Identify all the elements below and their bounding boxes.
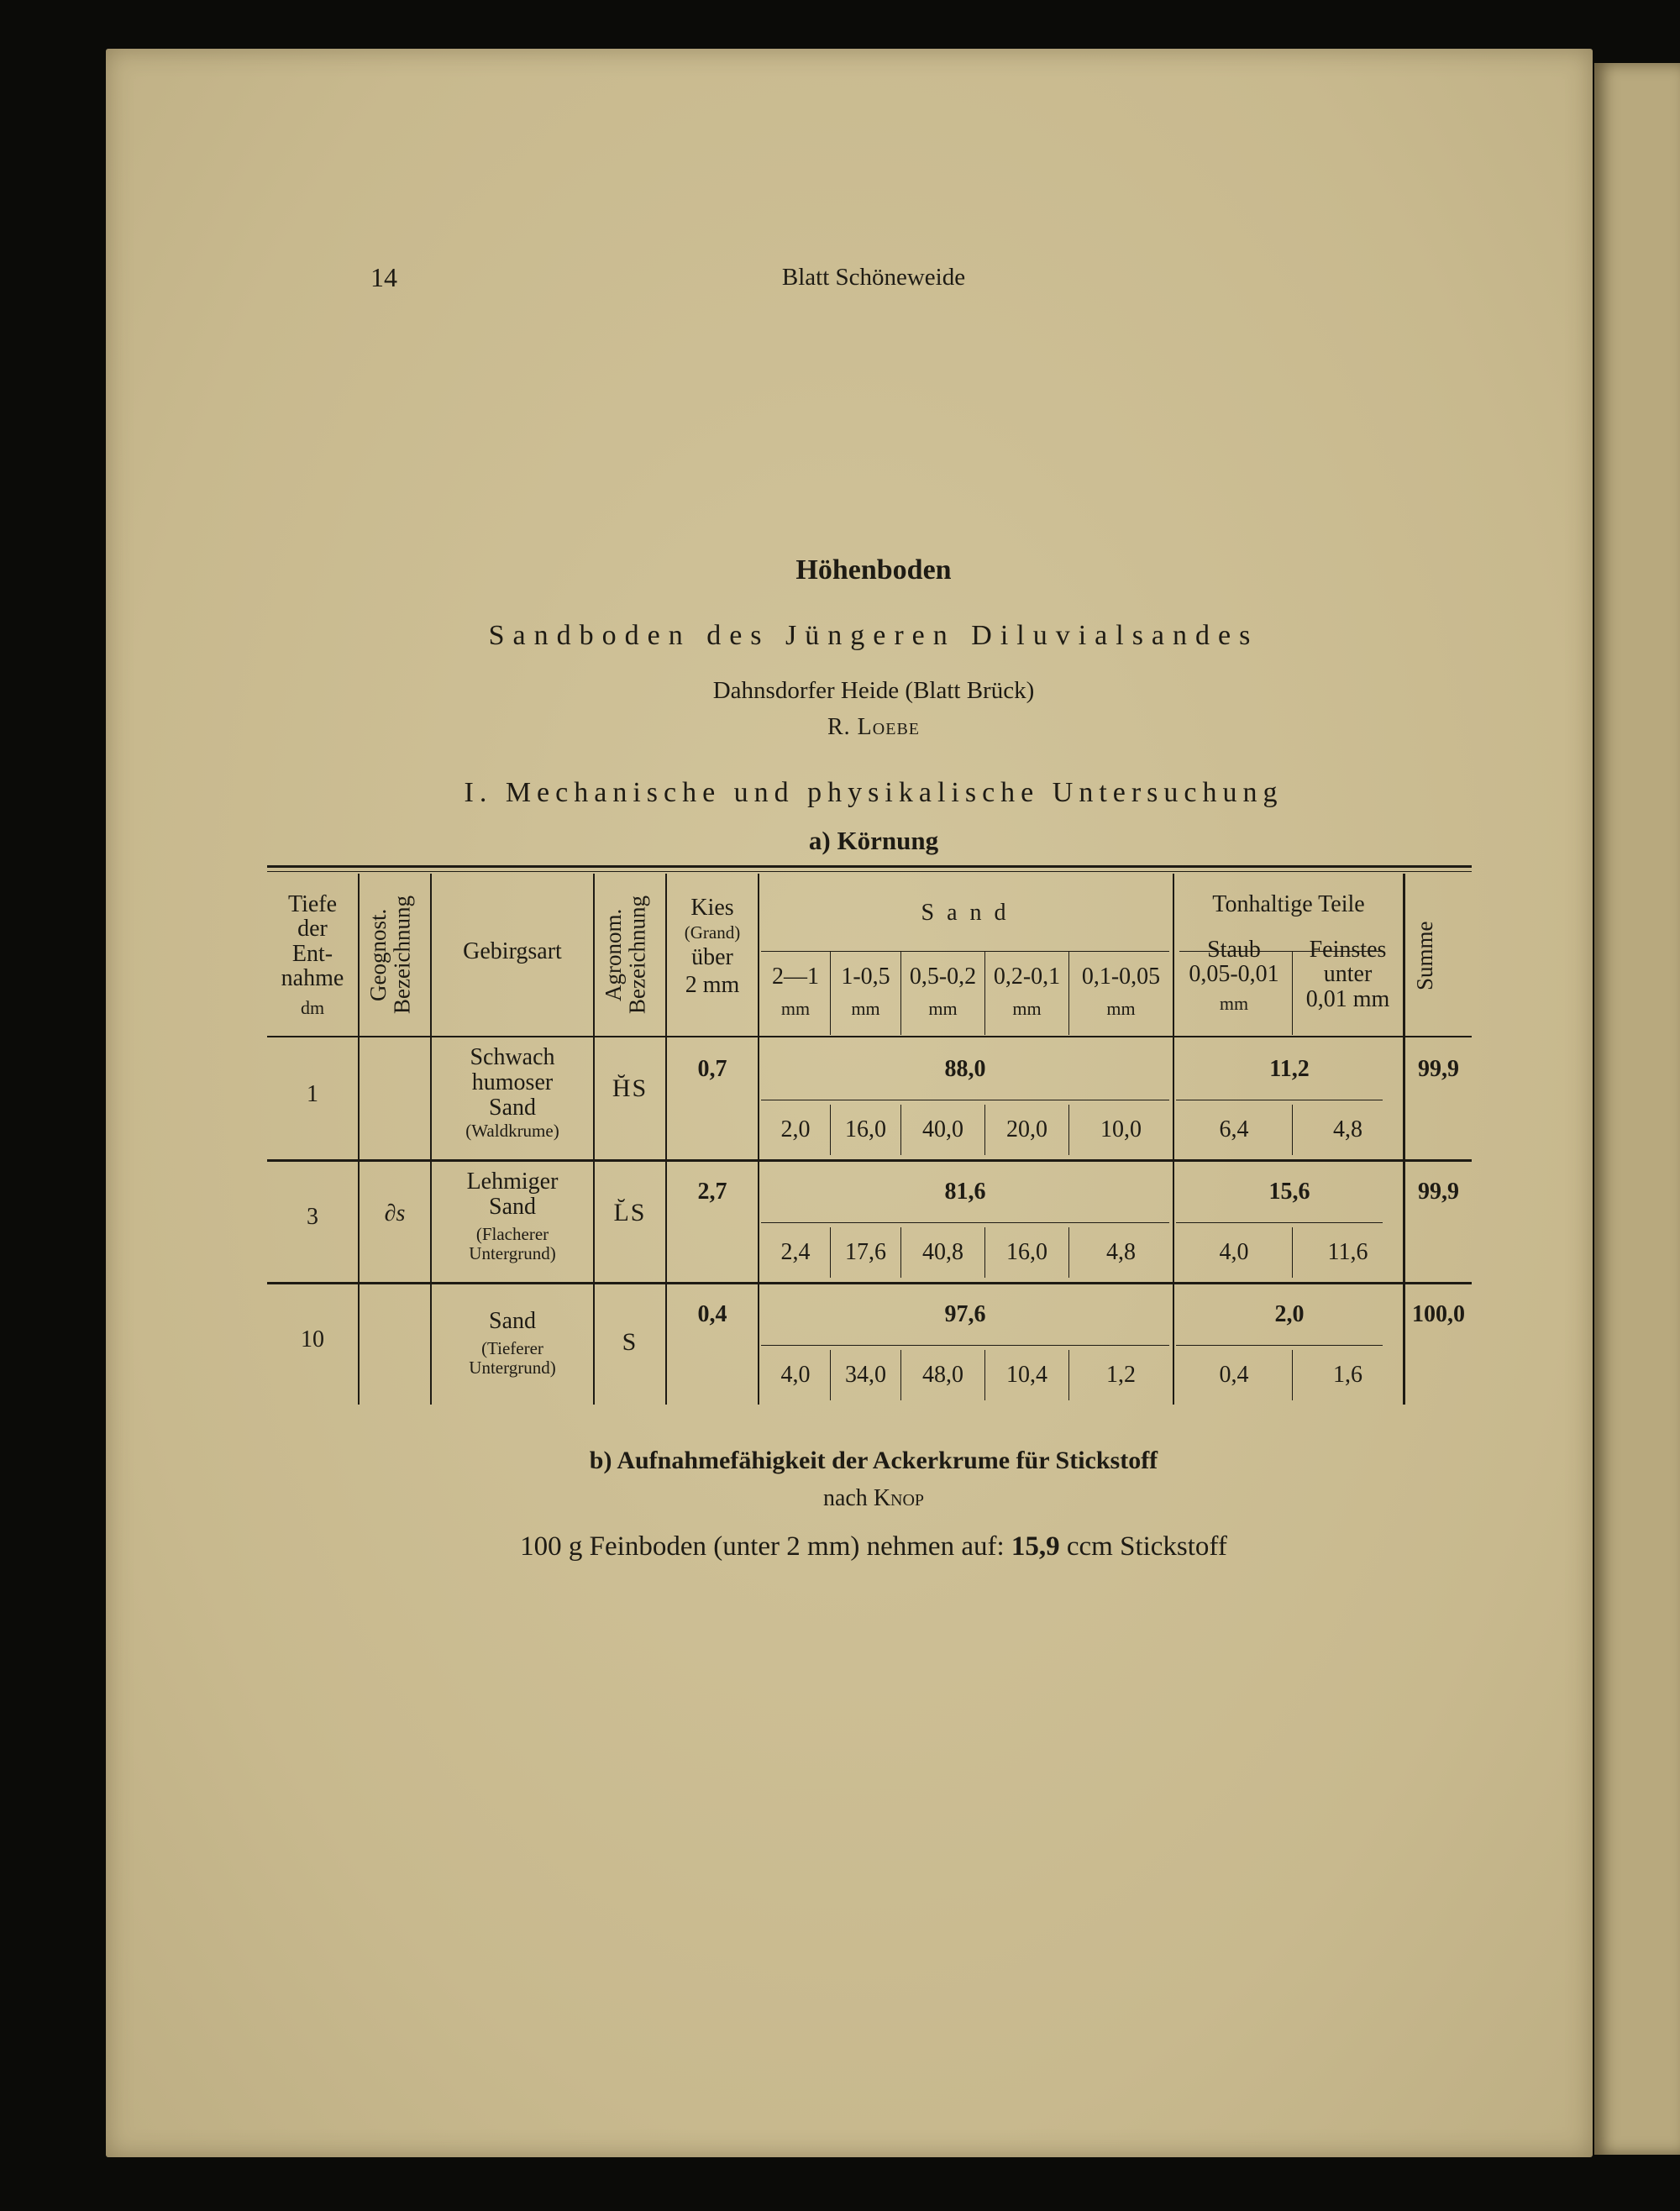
row2-sand-f5: 4,8	[1106, 1239, 1136, 1265]
subheading-aufnahmefaehigkeit: b) Aufnahmefähigkeit der Ackerkrume für Stickstoff	[589, 1447, 1158, 1474]
header-bottom-rule	[267, 1036, 1472, 1037]
part-heading: I. Mechanische und physikalische Untersuchung	[464, 777, 1284, 808]
header-sand-fraction-3: 0,5-0,2 mm	[909, 964, 977, 1020]
row1-kies: 0,7	[697, 1056, 727, 1082]
row1-sand-f5: 10,0	[1100, 1116, 1142, 1142]
row3-agronom: S	[622, 1328, 638, 1356]
row2-sand-f2: 17,6	[845, 1239, 886, 1265]
result-line	[319, 1531, 1428, 1562]
row2-kies: 2,7	[697, 1179, 727, 1205]
row2-sand-total: 81,6	[944, 1179, 986, 1205]
row2-tiefe: 3	[307, 1204, 318, 1230]
header-sand-fraction-4: 0,2-0,1 mm	[993, 964, 1061, 1020]
row2-gebirgsart: Lehmiger Sand (Flacherer Untergrund)	[466, 1169, 559, 1264]
row2-staub: 4,0	[1219, 1239, 1249, 1265]
row1-tiefe: 1	[307, 1081, 318, 1107]
row1-sand-f1: 2,0	[780, 1116, 811, 1142]
row3-sand-f2: 34,0	[845, 1362, 886, 1388]
running-head: Blatt Schöneweide	[781, 264, 966, 291]
row3-kies: 0,4	[697, 1301, 727, 1327]
row2-sand-f1: 2,4	[780, 1239, 811, 1265]
header-sand-fraction-1: 2—1 mm	[772, 964, 819, 1020]
method-prefix: nach	[822, 1485, 868, 1511]
header-staub: Staub 0,05-0,01 mm	[1189, 937, 1279, 1014]
row3-sand-f1: 4,0	[780, 1362, 811, 1388]
row-divider-2	[267, 1282, 1472, 1284]
table-top-rule-thin	[267, 871, 1472, 872]
table-top-rule	[267, 865, 1472, 868]
row1-sand-f3: 40,0	[922, 1116, 963, 1142]
result-suffix: ccm Stickstoff	[1066, 1531, 1227, 1562]
header-sand-fraction-2: 1-0,5 mm	[841, 964, 890, 1020]
subheading-koernung: a) Körnung	[808, 826, 939, 855]
result-value: 15,9	[1011, 1531, 1060, 1562]
row-divider-1	[267, 1159, 1472, 1162]
row3-sand-f5: 1,2	[1106, 1362, 1136, 1388]
soil-type-heading: Sandboden des Jüngeren Diluvialsandes	[488, 620, 1259, 651]
header-geognost: Geognost. Bezeichnung	[365, 895, 415, 1015]
row1-sand-f4: 20,0	[1006, 1116, 1047, 1142]
row1-feinstes: 4,8	[1333, 1116, 1362, 1142]
header-kies: Kies (Grand) über 2 mm	[684, 895, 741, 999]
row3-sand-f4: 10,4	[1006, 1362, 1047, 1388]
row2-sand-f3: 40,8	[922, 1239, 963, 1265]
header-agronom: Agronom. Bezeichnung	[601, 895, 650, 1015]
header-sand-fraction-5: 0,1-0,05 mm	[1081, 964, 1161, 1020]
row1-ton-total: 11,2	[1269, 1056, 1310, 1082]
row3-staub: 0,4	[1219, 1362, 1249, 1388]
row2-sand-f4: 16,0	[1006, 1239, 1047, 1265]
grain-size-table	[267, 865, 1472, 1405]
col-rule-sand	[1173, 874, 1174, 1405]
row3-ton-total: 2,0	[1274, 1301, 1305, 1327]
row1-staub: 6,4	[1219, 1116, 1249, 1142]
result-prefix: 100 g Feinboden (unter 2 mm) nehmen auf:	[520, 1531, 1005, 1562]
adjacent-page-edge	[1594, 63, 1680, 2155]
row3-sand-f3: 48,0	[922, 1362, 963, 1388]
section-title: Höhenboden	[795, 554, 952, 586]
method-line	[588, 1485, 1159, 1512]
header-tonhaltige: Tonhaltige Teile	[1212, 891, 1365, 917]
row1-gebirgsart: Schwach humoser Sand (Waldkrume)	[465, 1044, 559, 1141]
geognost-symbol: ∂s	[384, 1200, 406, 1226]
row3-sand-total: 97,6	[944, 1301, 986, 1327]
method-name: Knop	[873, 1485, 925, 1511]
row2-agronom: L̆S	[613, 1199, 647, 1226]
row1-summe: 99,9	[1418, 1056, 1459, 1082]
row3-tiefe: 10	[301, 1326, 324, 1352]
row1-sand-total: 88,0	[944, 1056, 986, 1082]
header-gebirgsart: Gebirgsart	[463, 938, 562, 964]
row3-gebirgsart: Sand (Tieferer Untergrund)	[469, 1308, 556, 1378]
sand-subheader-rule	[761, 951, 1169, 952]
col-rule-tiefe	[358, 874, 360, 1405]
sample-location: Dahnsdorfer Heide (Blatt Brück)	[712, 677, 1035, 704]
row2-ton-total: 15,6	[1268, 1179, 1310, 1205]
row3-summe: 100,0	[1412, 1301, 1465, 1327]
row3-feinstes: 1,6	[1333, 1362, 1362, 1388]
col-rule-gebirgsart	[593, 874, 595, 1405]
col-rule-kies	[758, 874, 759, 1405]
row2-summe: 99,9	[1418, 1179, 1459, 1205]
row2-feinstes: 11,6	[1327, 1239, 1368, 1265]
analyst-name: R. Loebe	[827, 714, 920, 740]
header-tiefe-unit: dm	[300, 996, 325, 1018]
header-summe: Summe	[1412, 921, 1437, 991]
page-number: 14	[370, 262, 397, 292]
row1-agronom: H̆S	[612, 1074, 648, 1102]
row1-sand-f2: 16,0	[845, 1116, 886, 1142]
header-tiefe: Tiefe der Ent- nahme dm	[267, 892, 358, 1017]
header-sand: S a n d	[921, 900, 1010, 926]
header-feinstes: Feinstes unter 0,01 mm	[1305, 937, 1390, 1012]
